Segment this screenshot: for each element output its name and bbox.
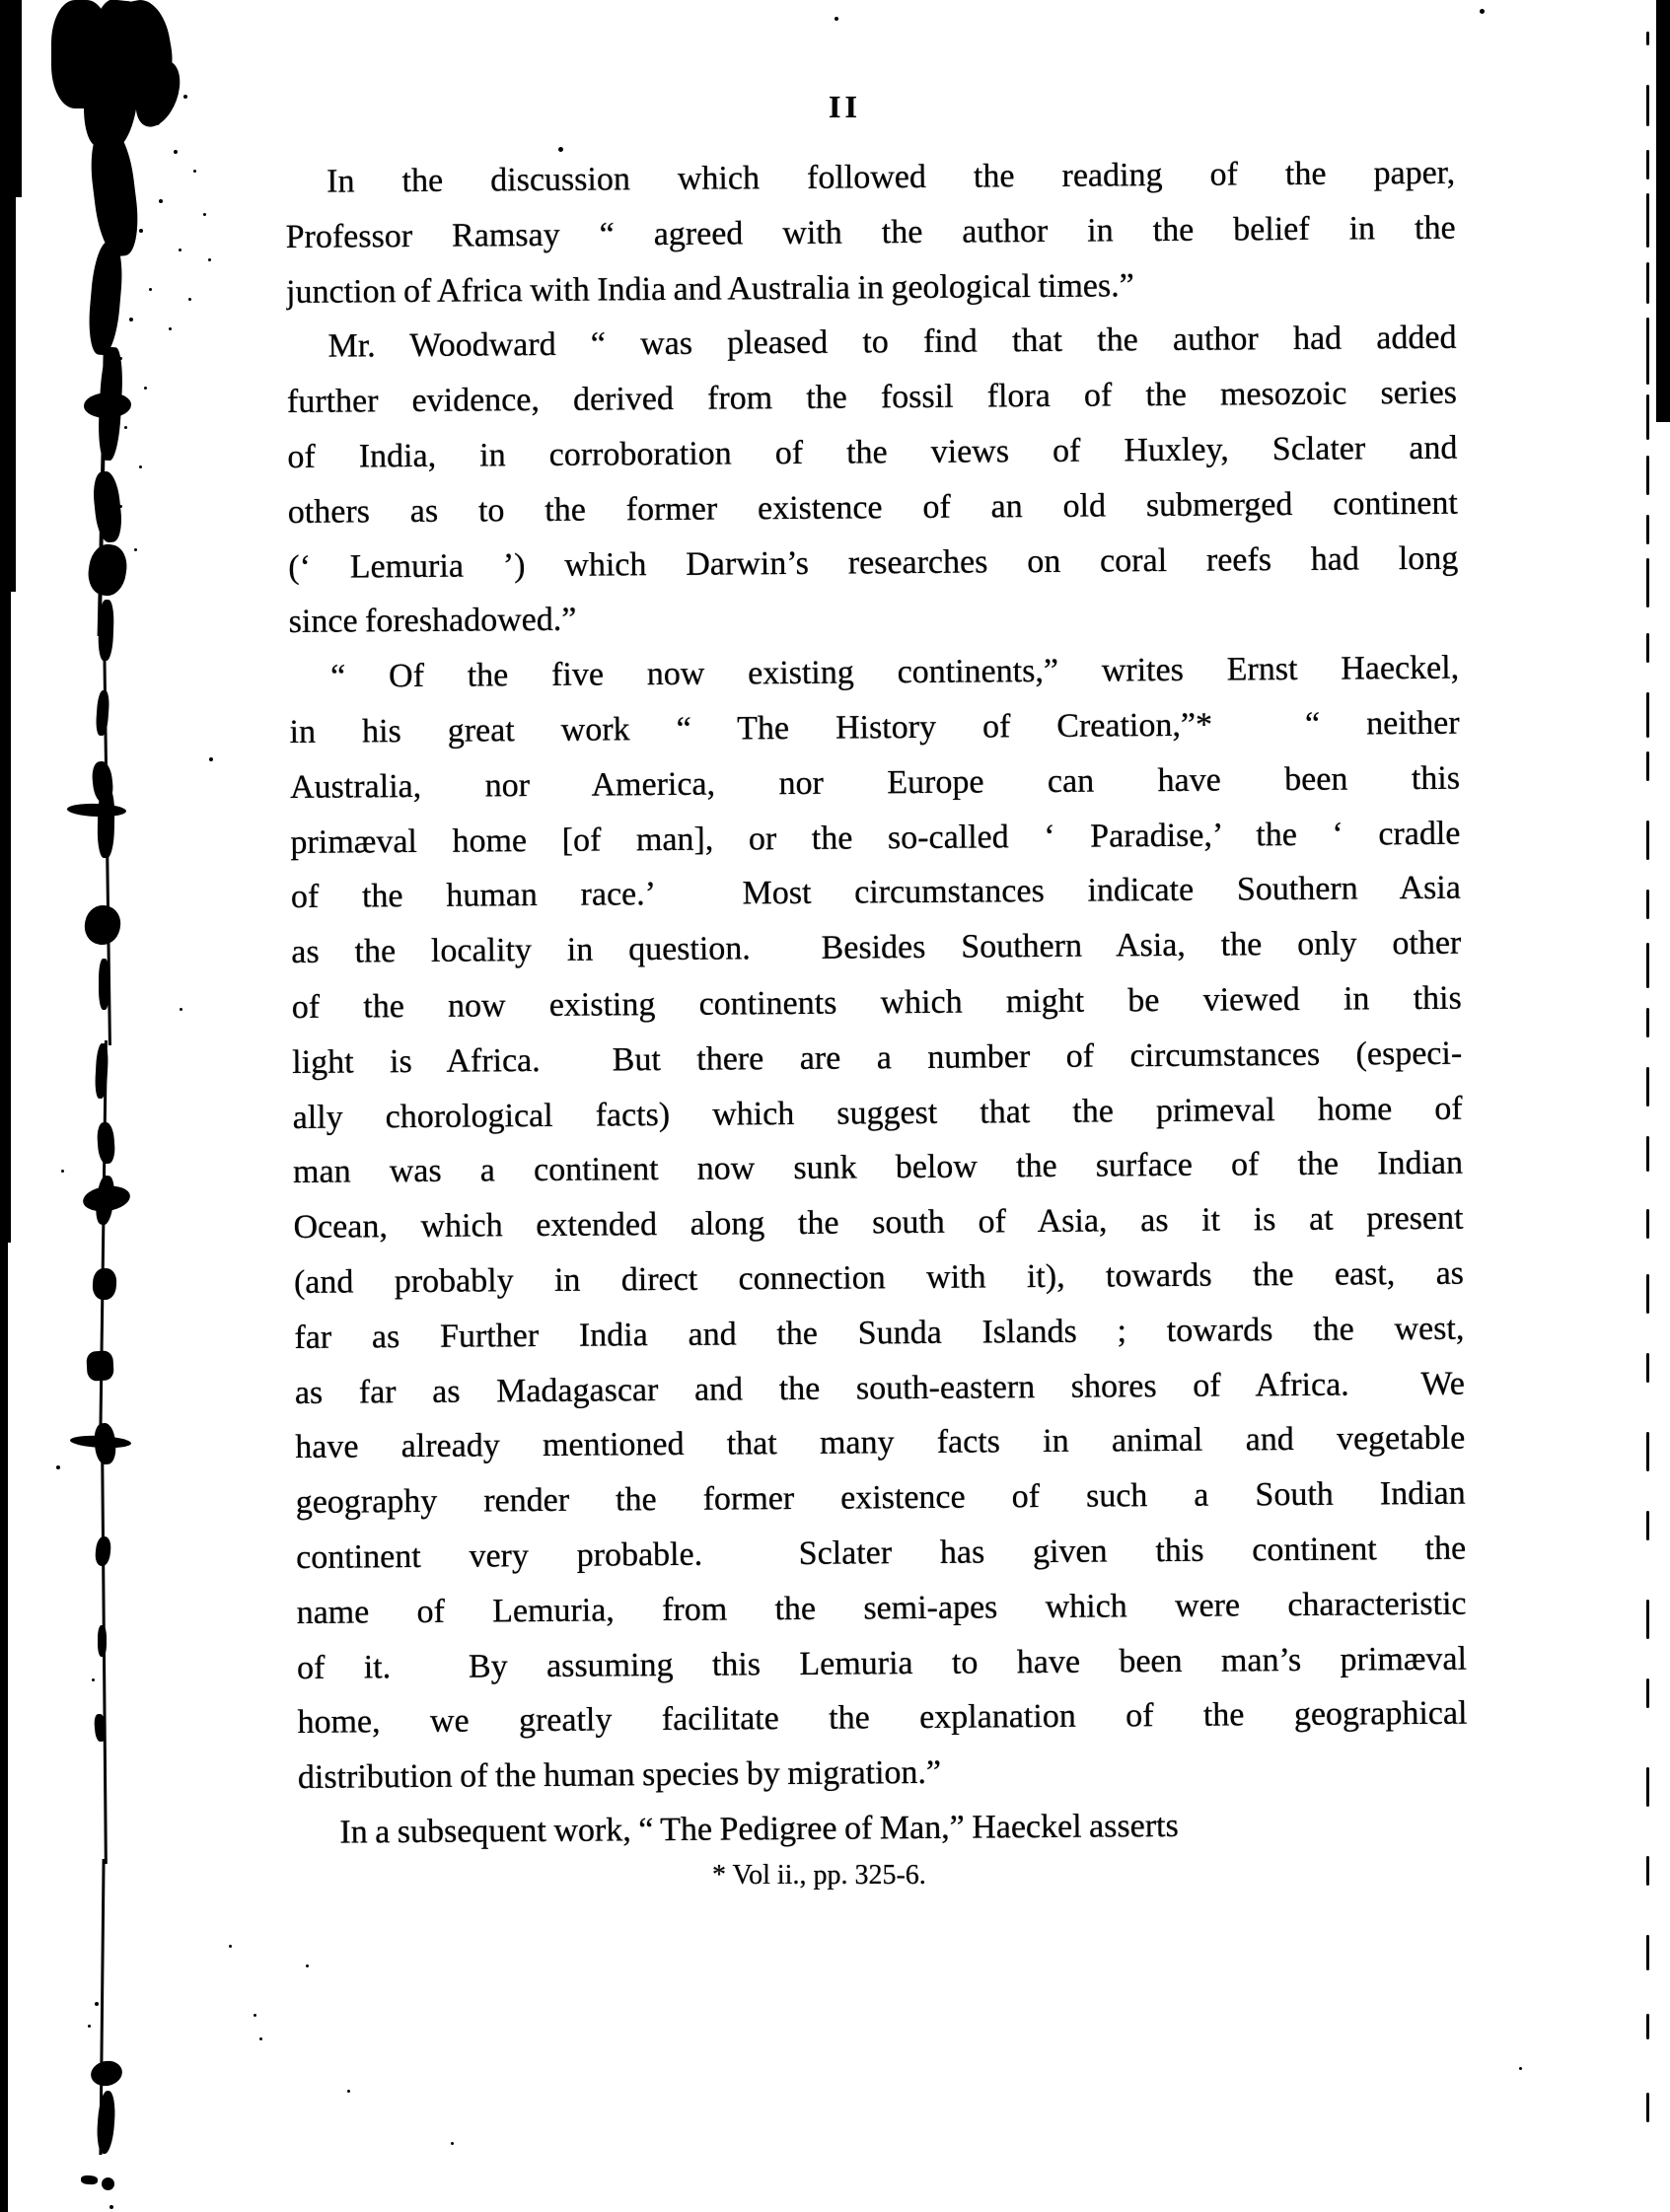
ink-speck <box>92 1678 95 1681</box>
ink-speck <box>188 298 191 301</box>
ink-blob <box>0 552 11 1243</box>
scan-edge-dash <box>1646 943 1649 988</box>
text-line: since foreshadowed.” <box>288 602 577 641</box>
text-line: Ocean, which extended along the south of Asia, as it is at present <box>293 1199 1464 1247</box>
page-number: II <box>829 89 861 124</box>
ink-speck <box>155 120 160 125</box>
text-line: geography render the former existence of such a South Indian <box>295 1474 1466 1522</box>
text-line: of the human race.’ Most circumstances indicate Southern Asia <box>290 870 1462 916</box>
ink-speck <box>119 357 122 360</box>
text-line: others as to the former existence of an old submerged continent <box>287 484 1458 531</box>
ink-speck <box>139 229 143 233</box>
scan-edge-dash <box>1646 193 1649 248</box>
ink-speck <box>259 2037 262 2040</box>
text-line: Professor Ramsay “ agreed with the author in the belief in the <box>285 209 1456 255</box>
ink-speck <box>159 199 163 203</box>
ink-speck <box>180 1008 182 1011</box>
scan-edge-dash <box>1646 85 1649 126</box>
ink-speck <box>558 147 563 152</box>
text-line: (and probably in direct connection with it), towards the east, as <box>293 1254 1465 1301</box>
scan-edge-dash <box>1646 1767 1649 1807</box>
scan-edge-dash <box>1646 1511 1649 1540</box>
text-line: In the discussion which followed the reading of the paper, <box>327 154 1456 200</box>
text-line: far as Further India and the Sunda Islands ; towards the west, <box>294 1310 1465 1356</box>
scan-edge-dash <box>1646 394 1649 440</box>
ink-speck <box>183 95 187 99</box>
ink-speck <box>347 2090 350 2093</box>
ink-speck <box>174 150 178 154</box>
scan-edge-dash <box>1646 456 1649 495</box>
text-line: of the now existing continents which might be viewed in this <box>291 979 1462 1026</box>
text-line: continent very probable. Sclater has given this continent the <box>296 1530 1467 1576</box>
scan-edge-dash <box>1646 262 1649 304</box>
text-line: further evidence, derived from the fossil flora of the mesozoic series <box>286 374 1458 421</box>
scan-edge-dash <box>1646 1136 1649 1172</box>
ink-blob <box>67 803 126 818</box>
scan-edge-dash <box>1646 2014 1649 2039</box>
text-line: ally chorological facts) which suggest that the primeval home of <box>292 1090 1463 1136</box>
text-line: (‘ Lemuria ’) which Darwin’s researches on coral reefs had long <box>288 539 1459 586</box>
scan-edge-dash <box>1646 1678 1649 1708</box>
text-line: In a subsequent work, “ The Pedigree of Man,” Haeckel asserts <box>339 1807 1179 1851</box>
ink-blob <box>101 1450 107 1864</box>
text-line: primæval home [of man], or the so-called ‘ Paradise,’ the ‘ cradle <box>290 815 1461 861</box>
scan-edge-dash <box>1646 1600 1649 1639</box>
ink-speck <box>306 1964 309 1967</box>
text-line: distribution of the human species by migration.” <box>297 1753 942 1797</box>
text-line: as far as Madagascar and the south-eastern shores of Africa. We <box>294 1365 1465 1411</box>
ink-speck <box>193 170 196 173</box>
ink-blob <box>0 0 22 197</box>
text-line: light is Africa. But there are a number of circumstances (especi- <box>292 1035 1463 1081</box>
ink-speck <box>95 2002 99 2006</box>
scan-edge-dash <box>1646 1209 1649 1239</box>
scan-edge-dash <box>1646 318 1649 385</box>
ink-blob <box>99 1040 108 1455</box>
ink-speck <box>134 548 137 551</box>
ink-blob <box>93 1422 117 1465</box>
scan-edge-dash <box>1646 1856 1649 1886</box>
scan-edge-dash <box>1646 633 1649 663</box>
scan-edge-dash <box>1646 890 1649 919</box>
ink-speck <box>119 505 122 508</box>
footnote: * Vol ii., pp. 325-6. <box>712 1860 926 1891</box>
ink-speck <box>229 1945 232 1948</box>
ink-blob <box>86 542 130 599</box>
ink-speck <box>179 249 182 251</box>
ink-speck <box>254 2014 256 2017</box>
ink-blob <box>1656 0 1670 422</box>
text-line: of it. By assuming this Lemuria to have been man’s primæval <box>296 1640 1468 1686</box>
scan-edge-dash <box>1646 692 1649 738</box>
ink-speck <box>150 41 155 46</box>
ink-speck <box>149 288 152 291</box>
ink-speck <box>144 387 147 390</box>
ink-speck <box>164 73 168 77</box>
text-line: Australia, nor America, nor Europe can have been this <box>289 759 1461 806</box>
ink-speck <box>169 327 172 330</box>
scan-edge-dash <box>1646 558 1649 607</box>
ink-speck <box>203 213 206 216</box>
ink-speck <box>109 2205 113 2209</box>
body-text <box>285 146 1469 1861</box>
ink-blob <box>81 902 124 949</box>
ink-blob <box>86 126 143 258</box>
scan-edge-dash <box>1646 150 1649 179</box>
scan-edge-dash <box>1646 1935 1649 1970</box>
text-line: home, we greatly facilitate the explanation of the geographical <box>297 1694 1468 1742</box>
scan-edge-dash <box>1646 1432 1649 1471</box>
text-line: in his great work “ The History of Creation,”* “ neither <box>289 704 1460 750</box>
scan-edge-dash <box>1646 751 1649 781</box>
scan-edge-dash <box>1646 515 1649 544</box>
ink-speck <box>209 757 213 761</box>
ink-speck <box>451 2142 454 2145</box>
ink-speck <box>1480 9 1485 14</box>
scan-edge-dash <box>1646 821 1649 860</box>
ink-blob <box>0 1223 8 2212</box>
ink-blob <box>102 2177 114 2190</box>
ink-speck <box>139 465 142 468</box>
text-line: name of Lemuria, from the semi-apes which were characteristic <box>296 1585 1467 1631</box>
ink-blob <box>89 2058 124 2089</box>
ink-speck <box>208 258 211 261</box>
ink-speck <box>835 17 838 21</box>
scan-edge-dash <box>1646 32 1649 45</box>
text-line: as the locality in question. Besides Southern Asia, the only other <box>291 924 1462 971</box>
text-line: of India, in corroboration of the views of Huxley, Sclater and <box>287 429 1458 475</box>
scan-edge-dash <box>1646 1067 1649 1106</box>
scan-edge-dash <box>1646 1008 1649 1037</box>
ink-speck <box>1519 2067 1522 2070</box>
text-line: “ Of the five now existing continents,” writes Ernst Haeckel, <box>330 649 1460 695</box>
ink-blob <box>92 1267 117 1301</box>
text-line: have already mentioned that many facts in animal and vegetable <box>295 1419 1466 1466</box>
ink-speck <box>129 318 133 321</box>
ink-speck <box>56 1465 60 1469</box>
ink-speck <box>61 1170 64 1173</box>
scan-edge-dash <box>1646 1353 1649 1383</box>
ink-speck <box>124 426 127 429</box>
ink-blob <box>81 2175 99 2184</box>
ink-speck <box>88 2025 91 2028</box>
scan-edge-dash <box>1646 1274 1649 1314</box>
text-line: junction of Africa with India and Australia in geological times.” <box>285 266 1134 311</box>
text-line: man was a continent now sunk below the surface of the Indian <box>292 1144 1464 1191</box>
text-line: Mr. Woodward “ was pleased to find that the author had added <box>327 320 1457 366</box>
ink-blob <box>0 178 16 592</box>
scan-edge-dash <box>1646 2093 1649 2122</box>
